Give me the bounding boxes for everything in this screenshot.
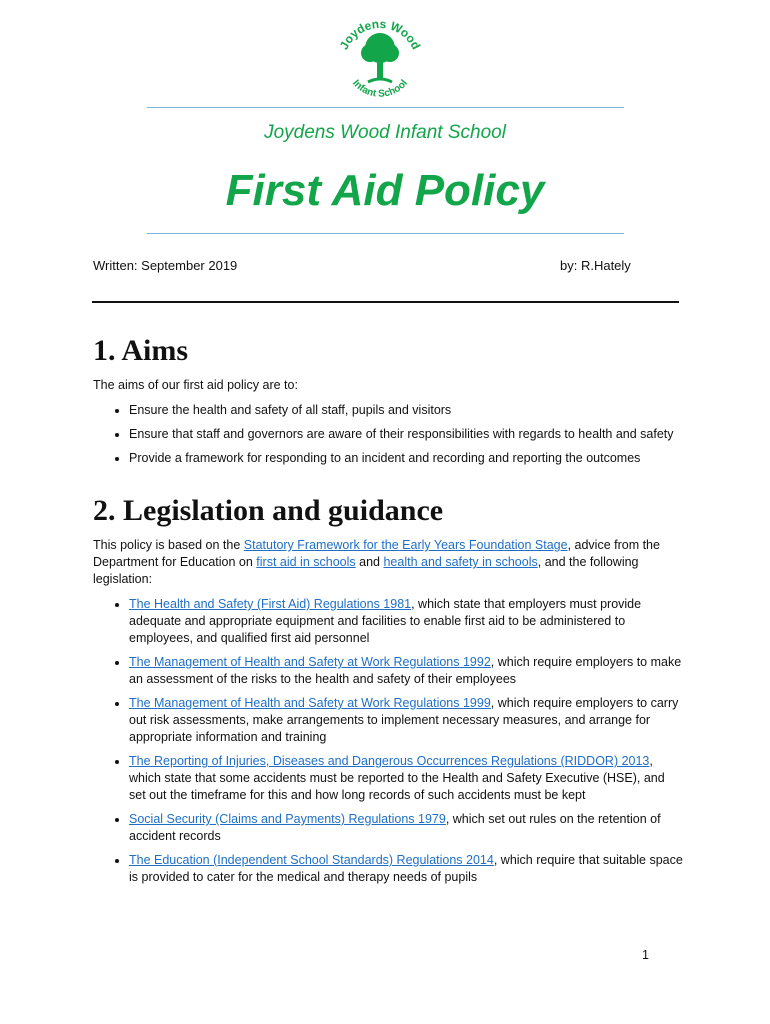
logo-text-bottom: Infant School — [350, 78, 410, 100]
header-divider-top — [147, 107, 624, 108]
written-date: Written: September 2019 — [93, 258, 238, 273]
list-item: • Ensure that staff and governors are aware of their responsibilities with regards to health and safety — [129, 426, 683, 443]
page-number: 1 — [642, 948, 649, 962]
link-regulation[interactable]: The Health and Safety (First Aid) Regulations 1981 — [129, 597, 412, 611]
legislation-list — [93, 596, 683, 886]
list-item: • The Health and Safety (First Aid) Regulations 1981, which state that employers must provide adequate and appropriate equipment and facilities to enable first aid to be administered to employees, and qualified first aid personnel — [129, 596, 683, 647]
legislation-intro: This policy is based on the Statutory Framework for the Early Years Foundation Stage, advice from the Department for Education on first aid in schools and health and safety in schools, and the following legislation: — [93, 538, 660, 586]
meta-divider — [92, 301, 679, 303]
list-item: • The Management of Health and Safety at Work Regulations 1992, which require employers to make an assessment of the risks to the health and safety of their employees — [129, 654, 683, 688]
link-regulation[interactable]: The Reporting of Injuries, Diseases and Dangerous Occurrences Regulations (RIDDOR) 2013 — [129, 754, 650, 768]
header-divider-bottom — [147, 233, 624, 234]
author: by: R.Hately — [560, 258, 631, 273]
link-regulation[interactable]: The Education (Independent School Standards) Regulations 2014 — [129, 853, 494, 867]
link-regulation[interactable]: The Management of Health and Safety at Work Regulations 1999 — [129, 696, 491, 710]
list-item: • The Management of Health and Safety at Work Regulations 1999, which require employers to carry out risk assessments, make arrangements to implement necessary measures, and arrange for appropriate information and training — [129, 695, 683, 746]
document-body — [93, 333, 683, 906]
link-eyfs-framework[interactable]: Statutory Framework for the Early Years Foundation Stage — [243, 538, 568, 552]
school-name: Joydens Wood Infant School — [264, 122, 506, 143]
list-item: • The Education (Independent School Standards) Regulations 2014, which require that suitable space is provided to cater for the medical and therapy needs of pupils — [129, 852, 683, 886]
list-item: • The Reporting of Injuries, Diseases and Dangerous Occurrences Regulations (RIDDOR) 2013, which state that some accidents must be reported to the Health and Safety Executive (HSE), and set out the timeframe for this and how long records of such accidents must be kept — [129, 753, 683, 804]
list-item: • Provide a framework for responding to an incident and recording and reporting the outcomes — [129, 450, 683, 467]
school-logo — [330, 14, 430, 104]
list-item: • Social Security (Claims and Payments) Regulations 1979, which set out rules on the retention of accident records — [129, 811, 683, 845]
link-health-safety-in-schools[interactable]: health and safety in schools — [383, 555, 538, 569]
aims-intro: The aims of our first aid policy are to: — [93, 378, 298, 392]
link-first-aid-in-schools[interactable]: first aid in schools — [256, 555, 356, 569]
link-regulation[interactable]: The Management of Health and Safety at Work Regulations 1992 — [129, 655, 491, 669]
section-heading-aims: 1. Aims — [93, 334, 189, 367]
logo-text-top: Joydens Wood — [336, 16, 424, 52]
list-item: • Ensure the health and safety of all staff, pupils and visitors — [129, 402, 683, 419]
page-title: First Aid Policy — [225, 166, 545, 215]
aims-list — [93, 402, 683, 467]
tree-icon — [361, 33, 399, 82]
link-regulation[interactable]: Social Security (Claims and Payments) Regulations 1979 — [129, 812, 446, 826]
section-heading-legislation: 2. Legislation and guidance — [93, 494, 444, 527]
